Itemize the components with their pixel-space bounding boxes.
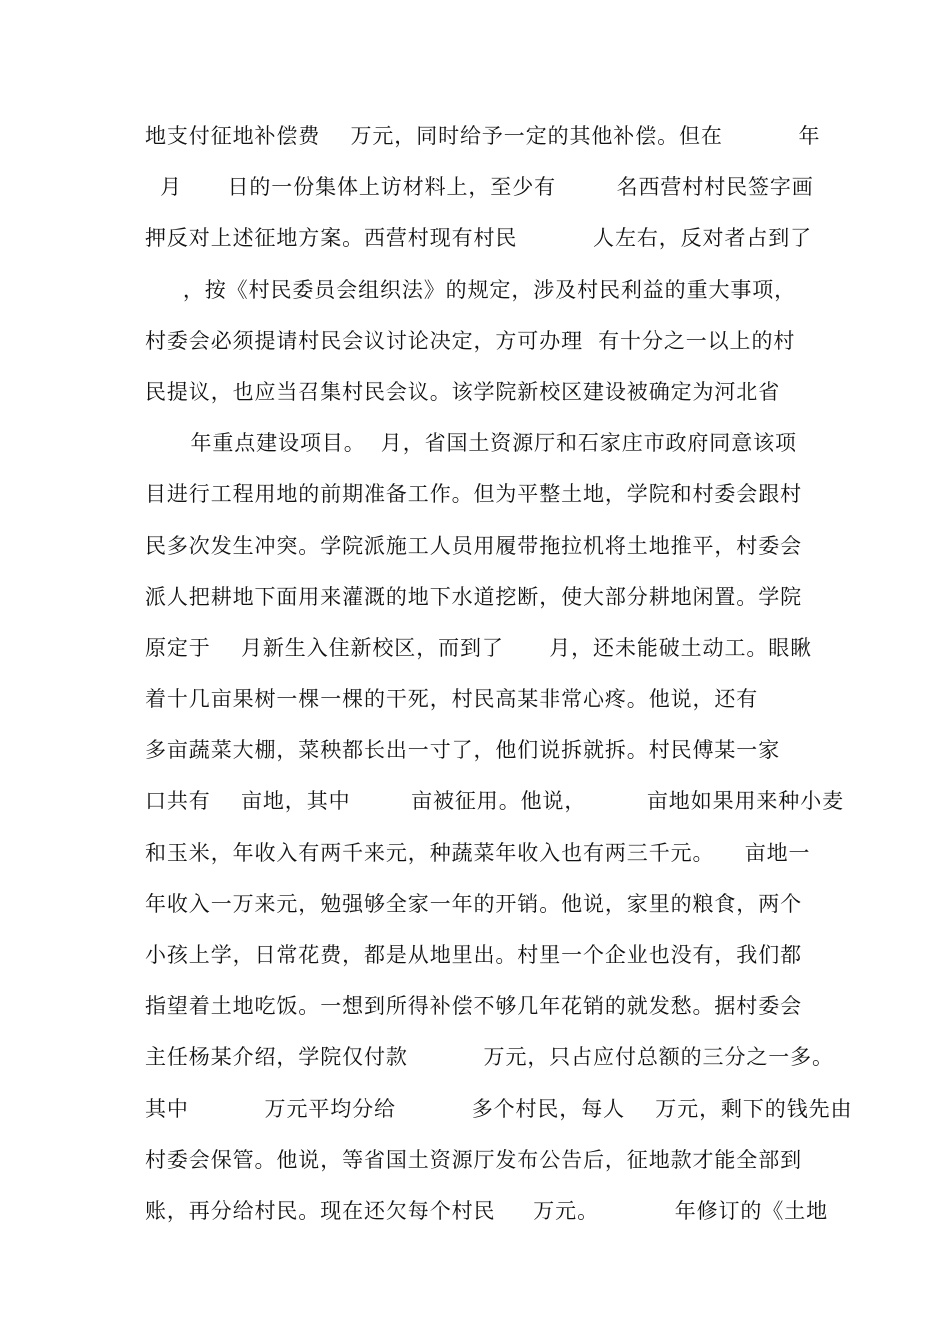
text-line: 指望着土地吃饭。一想到所得补偿不够几年花销的就发愁。据村委会: [145, 994, 802, 1019]
text-line: 年重点建设项目。 月，省国土资源厅和石家庄市政府同意该项: [145, 431, 797, 456]
text-line: 多亩蔬菜大棚，菜秧都长出一寸了，他们说拆就拆。村民傅某一家: [145, 738, 781, 763]
text-line: 民多次发生冲突。学院派施工人员用履带拖拉机将土地推平，村委会: [145, 533, 802, 558]
text-line: 目进行工程用地的前期准备工作。但为平整土地，学院和村委会跟村: [145, 482, 802, 507]
text-line: 民提议，也应当召集村民会议。该学院新校区建设被确定为河北省: [145, 379, 781, 404]
text-line: 年收入一万来元，勉强够全家一年的开销。他说，家里的粮食，两个: [145, 891, 802, 916]
text-line: 原定于 月新生入住新校区，而到了 月，还未能破土动工。眼瞅: [145, 635, 813, 660]
text-line: 主任杨某介绍，学院仅付款 万元，只占应付总额的三分之一多。: [145, 1045, 834, 1070]
text-line: 地支付征地补偿费 万元，同时给予一定的其他补偿。但在 年: [145, 124, 821, 148]
text-line: 派人把耕地下面用来灌溉的地下水道挖断，使大部分耕地闲置。学院: [145, 584, 802, 609]
text-line: 押反对上述征地方案。西营村现有村民 人左右，反对者占到了: [145, 226, 813, 251]
text-line: 口共有 亩地，其中 亩被征用。他说， 亩地如果用来种小麦: [145, 789, 845, 814]
text-line: 着十几亩果树一棵一棵的干死，村民高某非常心疼。他说，还有: [145, 687, 759, 712]
text-line: 其中 万元平均分给 多个村民，每人 万元，剩下的钱先由: [145, 1096, 853, 1121]
text-line: 村委会必须提请村民会议讨论决定，方可办理 有十分之一以上的村: [145, 328, 796, 353]
text-line: 村委会保管。他说，等省国土资源厅发布公告后，征地款才能全部到: [145, 1147, 802, 1172]
text-line: 小孩上学，日常花费，都是从地里出。村里一个企业也没有，我们都: [145, 943, 802, 967]
text-line: 账，再分给村民。现在还欠每个村民 万元。 年修订的《土地: [145, 1198, 829, 1223]
body-text: [145, 111, 853, 1237]
text-line: ，按《村民委员会组织法》的规定，涉及村民利益的重大事项，: [145, 277, 797, 302]
text-line: 和玉米，年收入有两千来元，种蔬菜年收入也有两三千元。 亩地一: [145, 840, 811, 865]
text-line: 月 日的一份集体上访材料上，至少有 名西营村村民签字画: [145, 175, 814, 200]
